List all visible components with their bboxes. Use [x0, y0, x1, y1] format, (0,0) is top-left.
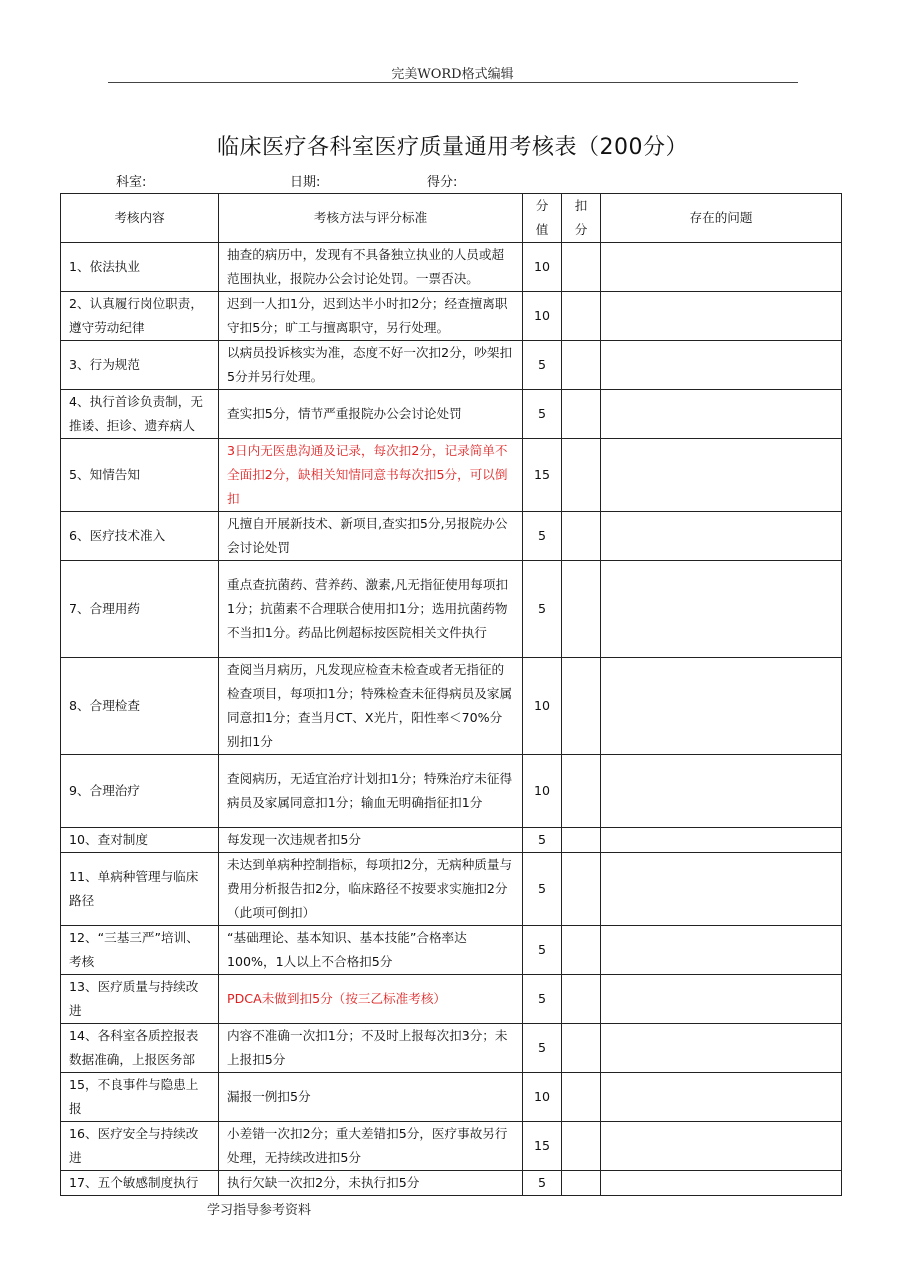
- date-label: 日期:: [290, 175, 321, 190]
- row-content: 4、执行首诊负责制，无推诿、拒诊、遗弃病人: [61, 390, 219, 439]
- row-deduct-cell[interactable]: [562, 341, 601, 390]
- row-issues-cell[interactable]: [601, 1171, 842, 1196]
- row-score: 5: [523, 1024, 562, 1073]
- row-score: 10: [523, 292, 562, 341]
- row-content: 7、合理用药: [61, 561, 219, 658]
- document-title: 临床医疗各科室医疗质量通用考核表（200分）: [217, 135, 688, 160]
- row-method: 小差错一次扣2分；重大差错扣5分，医疗事故另行处理，无持续改进扣5分: [219, 1122, 523, 1171]
- table-row: [61, 975, 842, 1024]
- row-method: 每发现一次违规者扣5分: [219, 828, 523, 853]
- table-row: [61, 512, 842, 561]
- row-method: 内容不准确一次扣1分；不及时上报每次扣3分；未上报扣5分: [219, 1024, 523, 1073]
- table-row: [61, 292, 842, 341]
- row-issues-cell[interactable]: [601, 439, 842, 512]
- row-score: 10: [523, 658, 562, 755]
- row-deduct-cell[interactable]: [562, 1024, 601, 1073]
- table-row: [61, 243, 842, 292]
- table-row: [61, 439, 842, 512]
- row-content: 14、各科室各质控报表数据准确，上报医务部: [61, 1024, 219, 1073]
- row-content: 5、知情告知: [61, 439, 219, 512]
- row-method: 重点查抗菌药、营养药、激素,凡无指征使用每项扣1分；抗菌素不合理联合使用扣1分；选用抗菌药物不当扣1分。药品比例超标按医院相关文件执行: [219, 561, 523, 658]
- row-method: PDCA未做到扣5分（按三乙标准考核）: [219, 975, 523, 1024]
- dept-label: 科室:: [116, 175, 147, 190]
- row-score: 5: [523, 828, 562, 853]
- row-score: 15: [523, 1122, 562, 1171]
- header-method: 考核方法与评分标准: [219, 194, 523, 243]
- row-deduct-cell[interactable]: [562, 1122, 601, 1171]
- row-method: 查阅当月病历，凡发现应检查未检查或者无指征的检查项目，每项扣1分；特殊检查未征得病员及家属同意扣1分；查当月CT、X光片，阳性率＜70%分别扣1分: [219, 658, 523, 755]
- row-issues-cell[interactable]: [601, 975, 842, 1024]
- table-row: [61, 853, 842, 926]
- row-issues-cell[interactable]: [601, 926, 842, 975]
- row-content: 16、医疗安全与持续改进: [61, 1122, 219, 1171]
- row-score: 10: [523, 1073, 562, 1122]
- row-issues-cell[interactable]: [601, 512, 842, 561]
- row-score: 5: [523, 926, 562, 975]
- table-row: [61, 341, 842, 390]
- row-deduct-cell[interactable]: [562, 975, 601, 1024]
- assessment-table: [60, 193, 842, 1196]
- row-issues-cell[interactable]: [601, 243, 842, 292]
- row-deduct-cell[interactable]: [562, 390, 601, 439]
- row-issues-cell[interactable]: [601, 1073, 842, 1122]
- table-row: [61, 658, 842, 755]
- table-row: [61, 390, 842, 439]
- row-content: 2、认真履行岗位职责，遵守劳动纪律: [61, 292, 219, 341]
- row-deduct-cell[interactable]: [562, 561, 601, 658]
- row-method: 查实扣5分，情节严重报院办公会讨论处罚: [219, 390, 523, 439]
- row-score: 10: [523, 755, 562, 828]
- row-issues-cell[interactable]: [601, 1122, 842, 1171]
- row-deduct-cell[interactable]: [562, 439, 601, 512]
- row-content: 3、行为规范: [61, 341, 219, 390]
- row-score: 10: [523, 243, 562, 292]
- row-method: “基础理论、基本知识、基本技能”合格率达100%，1人以上不合格扣5分: [219, 926, 523, 975]
- table-row: [61, 1024, 842, 1073]
- row-method: 迟到一人扣1分，迟到达半小时扣2分；经查擅离职守扣5分；旷工与擅离职守，另行处理。: [219, 292, 523, 341]
- row-deduct-cell[interactable]: [562, 853, 601, 926]
- page-footer: 学习指导参考资料: [207, 1203, 312, 1218]
- row-issues-cell[interactable]: [601, 561, 842, 658]
- page-header: 完美WORD格式编辑: [391, 67, 514, 82]
- header-score: 分值: [523, 194, 562, 243]
- row-score: 5: [523, 341, 562, 390]
- header-deduct: 扣分: [562, 194, 601, 243]
- table-row: [61, 1073, 842, 1122]
- table-row: [61, 561, 842, 658]
- row-content: 15，不良事件与隐患上报: [61, 1073, 219, 1122]
- row-method: 查阅病历，无适宜治疗计划扣1分；特殊治疗未征得病员及家属同意扣1分；输血无明确指征扣1分: [219, 755, 523, 828]
- table-row: [61, 1122, 842, 1171]
- table-row: [61, 1171, 842, 1196]
- row-method: 执行欠缺一次扣2分，未执行扣5分: [219, 1171, 523, 1196]
- row-deduct-cell[interactable]: [562, 512, 601, 561]
- row-score: 5: [523, 561, 562, 658]
- row-content: 13、医疗质量与持续改进: [61, 975, 219, 1024]
- row-method: 未达到单病种控制指标，每项扣2分，无病种质量与费用分析报告扣2分，临床路径不按要求实施扣2分（此项可倒扣）: [219, 853, 523, 926]
- row-score: 5: [523, 512, 562, 561]
- header-content: 考核内容: [61, 194, 219, 243]
- row-deduct-cell[interactable]: [562, 828, 601, 853]
- row-content: 10、查对制度: [61, 828, 219, 853]
- row-issues-cell[interactable]: [601, 390, 842, 439]
- row-score: 5: [523, 390, 562, 439]
- row-content: 9、合理治疗: [61, 755, 219, 828]
- table-header-row: [61, 194, 842, 243]
- row-issues-cell[interactable]: [601, 292, 842, 341]
- row-deduct-cell[interactable]: [562, 292, 601, 341]
- row-method: 凡擅自开展新技术、新项目,查实扣5分,另报院办公会讨论处罚: [219, 512, 523, 561]
- row-content: 6、医疗技术准入: [61, 512, 219, 561]
- row-score: 5: [523, 975, 562, 1024]
- row-issues-cell[interactable]: [601, 853, 842, 926]
- row-score: 5: [523, 1171, 562, 1196]
- header-issues: 存在的问题: [601, 194, 842, 243]
- row-issues-cell[interactable]: [601, 1024, 842, 1073]
- row-content: 11、单病种管理与临床路径: [61, 853, 219, 926]
- row-deduct-cell[interactable]: [562, 1171, 601, 1196]
- row-score: 5: [523, 853, 562, 926]
- row-score: 15: [523, 439, 562, 512]
- header-divider: [108, 82, 798, 83]
- row-method: 以病员投诉核实为准，态度不好一次扣2分，吵架扣5分并另行处理。: [219, 341, 523, 390]
- row-method: 抽查的病历中，发现有不具备独立执业的人员或超范围执业，报院办公会讨论处罚。一票否决。: [219, 243, 523, 292]
- row-deduct-cell[interactable]: [562, 755, 601, 828]
- row-deduct-cell[interactable]: [562, 243, 601, 292]
- table-body: [61, 243, 842, 1196]
- row-content: 17、五个敏感制度执行: [61, 1171, 219, 1196]
- row-issues-cell[interactable]: [601, 755, 842, 828]
- row-content: 8、合理检查: [61, 658, 219, 755]
- row-method: 3日内无医患沟通及记录，每次扣2分，记录简单不全面扣2分，缺相关知情同意书每次扣5分，可以倒扣: [219, 439, 523, 512]
- row-issues-cell[interactable]: [601, 828, 842, 853]
- row-deduct-cell[interactable]: [562, 1073, 601, 1122]
- row-content: 12、“三基三严”培训、考核: [61, 926, 219, 975]
- score-label: 得分:: [427, 175, 458, 190]
- row-issues-cell[interactable]: [601, 658, 842, 755]
- row-deduct-cell[interactable]: [562, 926, 601, 975]
- table-row: [61, 926, 842, 975]
- row-deduct-cell[interactable]: [562, 658, 601, 755]
- row-issues-cell[interactable]: [601, 341, 842, 390]
- table-row: [61, 828, 842, 853]
- row-method: 漏报一例扣5分: [219, 1073, 523, 1122]
- row-content: 1、依法执业: [61, 243, 219, 292]
- table-row: [61, 755, 842, 828]
